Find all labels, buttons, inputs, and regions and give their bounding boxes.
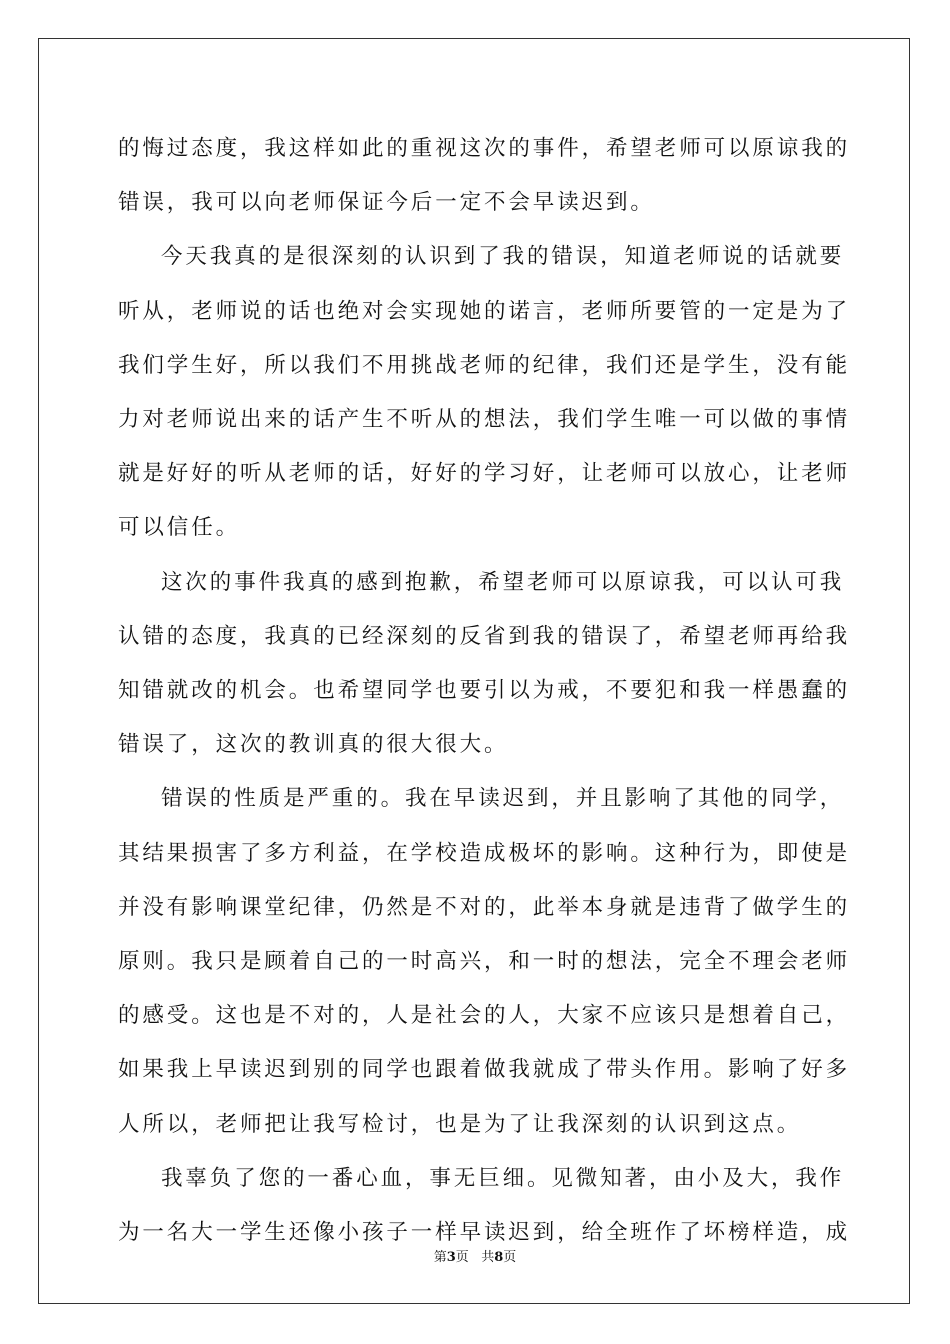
footer-total-prefix: 共: [481, 1250, 495, 1265]
text-line: 错误的性质是严重的。我在早读迟到，并且影响了其他的同学，: [161, 786, 845, 812]
footer-page-prefix: 第: [433, 1250, 447, 1265]
text-line: 认错的态度，我真的已经深刻的反省到我的错误了，希望老师再给我: [118, 623, 851, 649]
text-line: 的感受。这也是不对的，人是社会的人，大家不应该只是想着自己，: [118, 1003, 851, 1029]
footer-page-number: 3: [446, 1250, 456, 1265]
text-line: 错误，我可以向老师保证今后一定不会早读迟到。: [118, 190, 655, 216]
paragraph-4: [118, 772, 851, 1151]
text-line: 我辜负了您的一番心血，事无巨细。见微知著，由小及大，我作: [161, 1165, 845, 1191]
text-line: 并没有影响课堂纪律，仍然是不对的，此举本身就是违背了做学生的: [118, 894, 851, 920]
paragraph-5: [118, 1152, 851, 1260]
footer-total-pages: 8: [494, 1250, 504, 1265]
text-line: 人所以，老师把让我写检讨，也是为了让我深刻的认识到这点。: [118, 1111, 802, 1137]
text-line: 为一名大一学生还像小孩子一样早读迟到，给全班作了坏榜样造，成: [118, 1220, 851, 1246]
page-footer: [0, 1246, 950, 1265]
text-line: 如果我上早读迟到别的同学也跟着做我就成了带头作用。影响了好多: [118, 1057, 851, 1083]
text-line: 这次的事件我真的感到抱歉，希望老师可以原谅我，可以认可我: [161, 569, 845, 595]
footer-total-suffix: 页: [503, 1250, 517, 1265]
text-line: 力对老师说出来的话产生不听从的想法，我们学生唯一可以做的事情: [118, 407, 851, 433]
text-line: 错误了，这次的教训真的很大很大。: [118, 732, 509, 758]
text-line: 就是好好的听从老师的话，好好的学习好，让老师可以放心，让老师: [118, 461, 851, 487]
footer-page-suffix: 页: [455, 1250, 469, 1265]
paragraph-1: [118, 122, 851, 230]
text-line: 原则。我只是顾着自己的一时高兴，和一时的想法，完全不理会老师: [118, 949, 851, 975]
paragraph-3: [118, 556, 851, 773]
paragraph-2: [118, 230, 851, 555]
text-line: 可以信任。: [118, 515, 241, 541]
text-line: 知错就改的机会。也希望同学也要引以为戒，不要犯和我一样愚蠢的: [118, 678, 851, 704]
text-line: 其结果损害了多方利益，在学校造成极坏的影响。这种行为，即使是: [118, 840, 851, 866]
text-line: 的悔过态度，我这样如此的重视这次的事件，希望老师可以原谅我的: [118, 136, 851, 161]
text-line: 听从，老师说的话也绝对会实现她的诺言，老师所要管的一定是为了: [118, 298, 851, 324]
text-line: 我们学生好，所以我们不用挑战老师的纪律，我们还是学生，没有能: [118, 352, 851, 378]
text-line: 今天我真的是很深刻的认识到了我的错误，知道老师说的话就要: [161, 244, 845, 270]
document-body: [118, 122, 851, 1260]
